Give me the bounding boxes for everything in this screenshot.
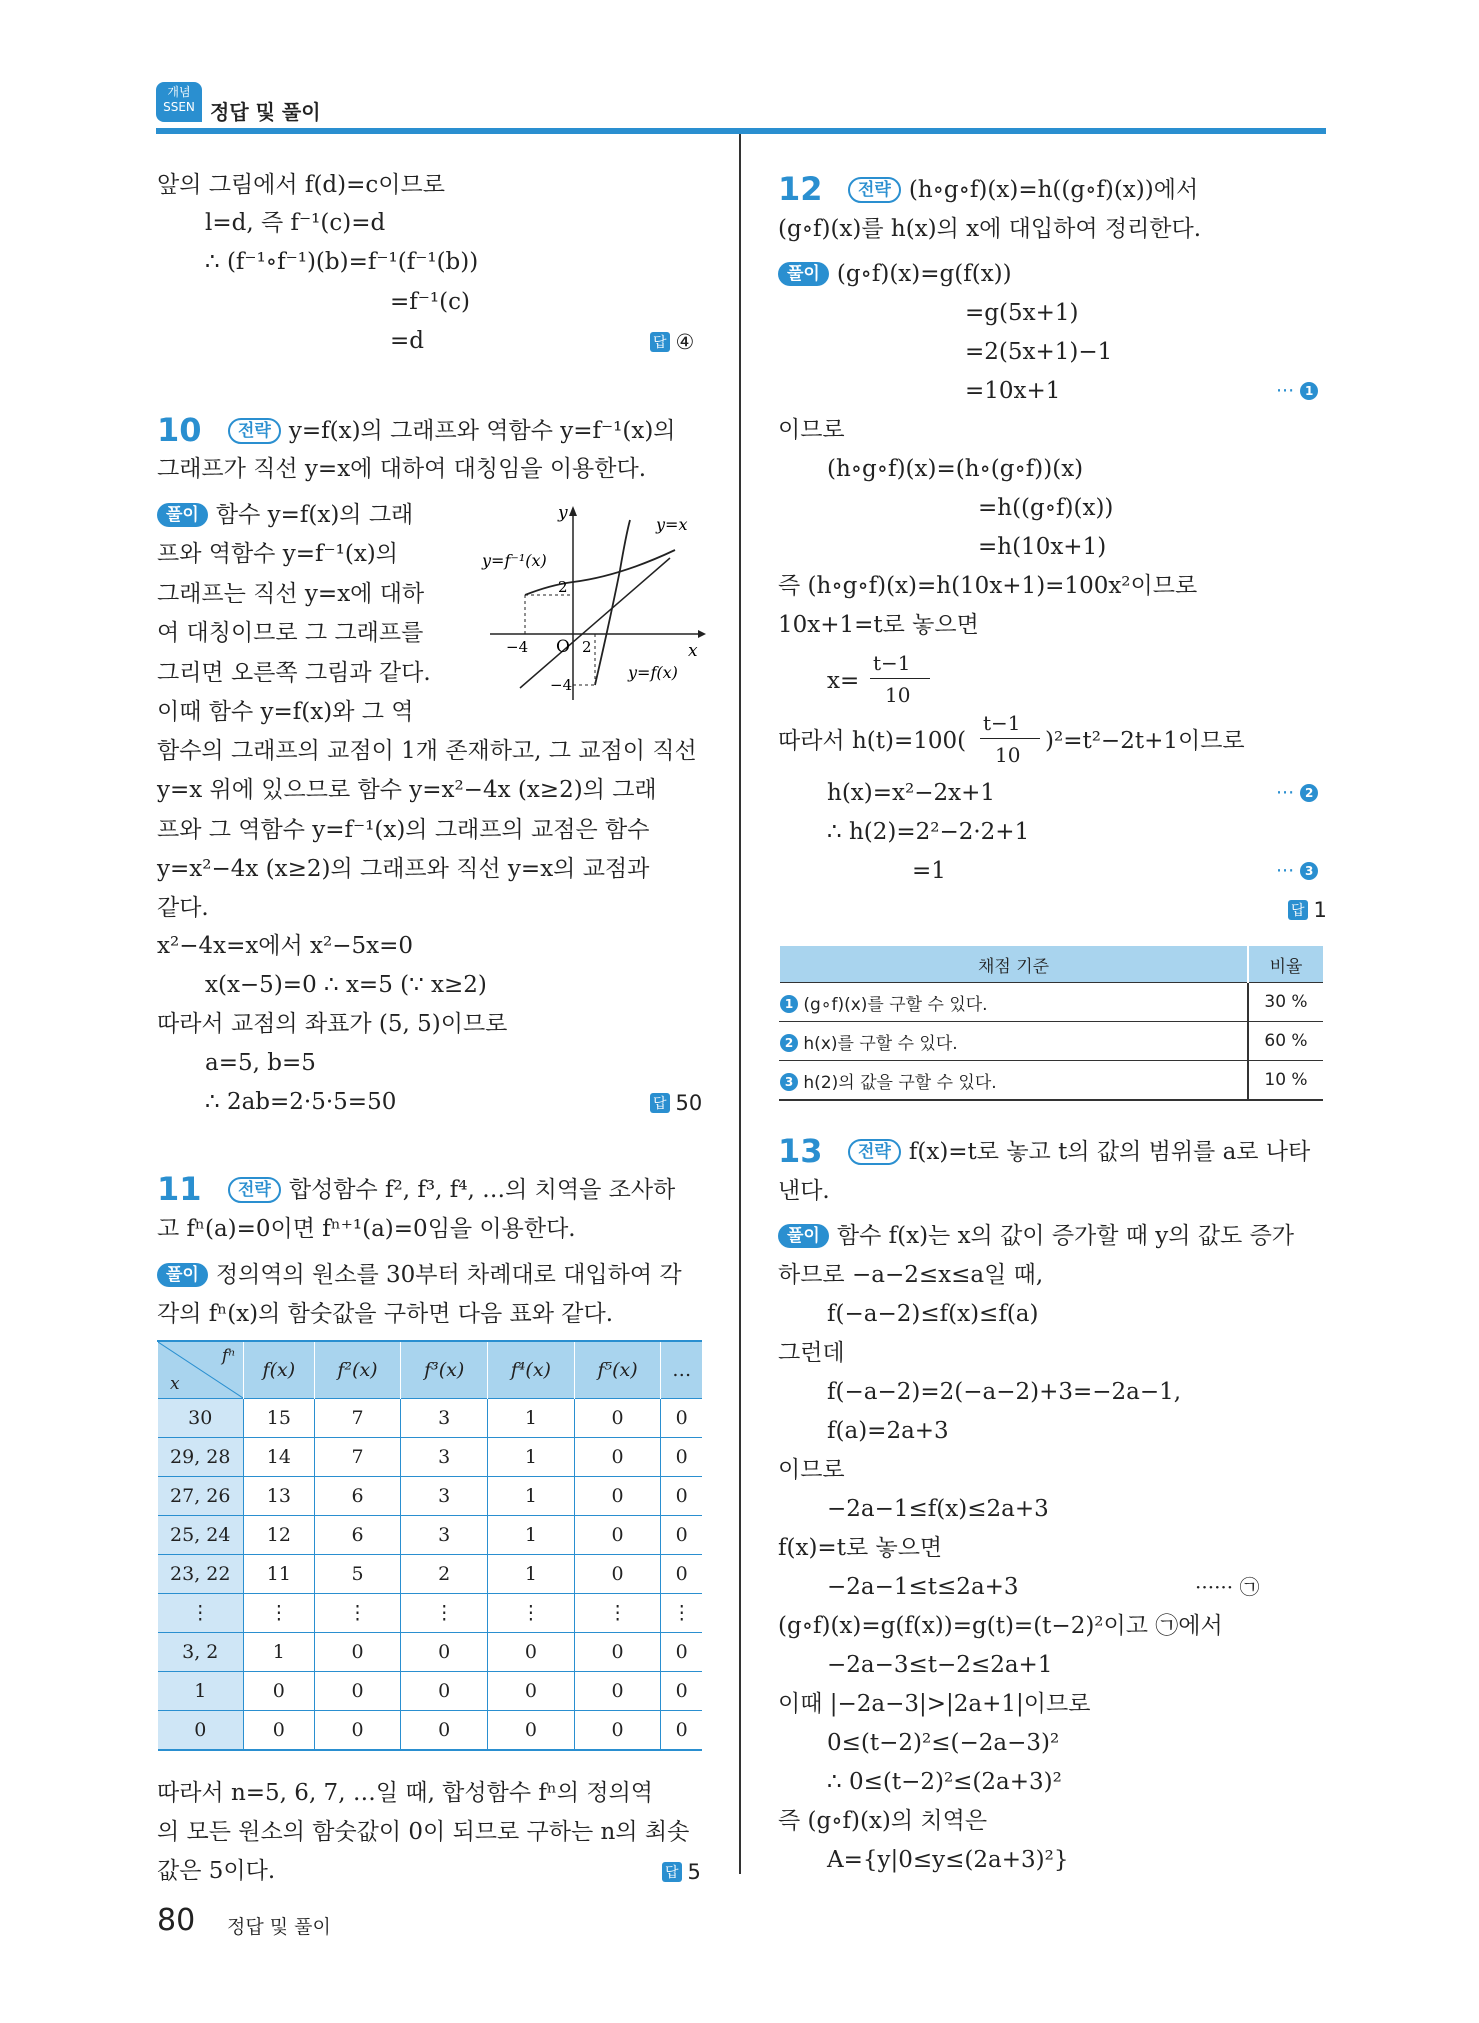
table-cell: ⋮ bbox=[574, 1594, 661, 1633]
grading-header-row bbox=[779, 946, 1323, 983]
row-label-cell: 23, 22 bbox=[158, 1555, 244, 1594]
table-cell: 0 bbox=[661, 1438, 702, 1477]
solution-line bbox=[157, 500, 413, 530]
answer-10 bbox=[650, 1091, 702, 1115]
solution-line: 이때 |−2a−3|>|2a+1|이므로 bbox=[778, 1691, 1091, 1717]
step-mark bbox=[1276, 860, 1318, 882]
fraction-denominator: 10 bbox=[995, 743, 1021, 767]
origin-label: O bbox=[556, 637, 570, 657]
solution-line: =10x+1 bbox=[965, 378, 1061, 404]
answer-icon: 답 bbox=[650, 1093, 670, 1113]
solution-line: y=x²−4x (x≥2)의 그래프와 직선 y=x의 교점과 bbox=[157, 856, 650, 882]
strategy-line bbox=[848, 1137, 1310, 1167]
solution-line: ∴ 0≤(t−2)²≤(2a+3)² bbox=[827, 1769, 1062, 1795]
table-cell: 0 bbox=[401, 1633, 488, 1672]
table-header: f²(x) bbox=[314, 1341, 401, 1399]
solution-line bbox=[157, 1260, 682, 1290]
y-label: y bbox=[558, 503, 568, 523]
line-label: y=x bbox=[656, 515, 688, 534]
solution-line: (g∘f)(x)=g(f(x))=g(t)=(t−2)²이고 ㉠에서 bbox=[778, 1613, 1223, 1639]
cont-line: 앞의 그림에서 f(d)=c이므로 bbox=[157, 172, 445, 198]
table-cell: 1 bbox=[488, 1477, 575, 1516]
composition-table bbox=[157, 1340, 702, 1751]
problem-number: 13 bbox=[778, 1132, 823, 1170]
solution-line: x(x−5)=0 ∴ x=5 (∵ x≥2) bbox=[205, 972, 487, 998]
table-cell: 0 bbox=[661, 1672, 702, 1711]
criterion-text: h(x)를 구할 수 있다. bbox=[803, 1033, 958, 1054]
step-circle: 3 bbox=[780, 1073, 798, 1091]
table-cell: ⋮ bbox=[401, 1594, 488, 1633]
answer-value: ④ bbox=[675, 330, 695, 354]
table-cell: ⋮ bbox=[244, 1594, 315, 1633]
solution-line: )²=t²−2t+1이므로 bbox=[1045, 728, 1245, 754]
row-label-cell: 30 bbox=[158, 1399, 244, 1438]
strategy-line: 그래프가 직선 y=x에 대하여 대칭임을 이용한다. bbox=[157, 456, 647, 482]
solution-tag: 풀이 bbox=[157, 503, 208, 527]
solution-line: 이때 함수 y=f(x)와 그 역 bbox=[157, 699, 414, 725]
table-cell: 0 bbox=[574, 1711, 661, 1751]
row-label-cell: 3, 2 bbox=[158, 1633, 244, 1672]
table-cell: 0 bbox=[661, 1633, 702, 1672]
strategy-text: 합성함수 f², f³, f⁴, …의 치역을 조사하 bbox=[288, 1177, 676, 1203]
problem-number: 11 bbox=[157, 1170, 202, 1208]
column-divider bbox=[739, 134, 741, 1874]
table-cell: 7 bbox=[314, 1438, 401, 1477]
solution-line: a=5, b=5 bbox=[205, 1050, 316, 1076]
solution-line: =h(10x+1) bbox=[978, 534, 1107, 560]
inverse-label: y=f⁻¹(x) bbox=[482, 551, 547, 570]
solution-line: =h((g∘f)(x)) bbox=[978, 495, 1114, 521]
criterion-text: h(2)의 값을 구할 수 있다. bbox=[803, 1072, 997, 1093]
solution-line: ∴ h(2)=2²−2·2+1 bbox=[827, 819, 1030, 845]
grading-ratio: 60 % bbox=[1248, 1022, 1323, 1061]
table-cell: ⋮ bbox=[314, 1594, 401, 1633]
step-circle: 2 bbox=[780, 1034, 798, 1052]
solution-line: 10x+1=t로 놓으면 bbox=[778, 612, 979, 638]
strategy-tag: 전략 bbox=[228, 1177, 281, 1203]
table-cell: 0 bbox=[314, 1633, 401, 1672]
table-row bbox=[158, 1633, 703, 1672]
table-cell: 3 bbox=[401, 1438, 488, 1477]
table-cell: 1 bbox=[488, 1438, 575, 1477]
step-circle: 1 bbox=[780, 995, 798, 1013]
footer-label: 정답 및 풀이 bbox=[227, 1916, 331, 1938]
grading-criterion bbox=[779, 1061, 1248, 1101]
solution-line: =1 bbox=[912, 858, 946, 884]
cont-line: =d bbox=[390, 328, 424, 354]
table-cell: 3 bbox=[401, 1477, 488, 1516]
row-label-cell: 25, 24 bbox=[158, 1516, 244, 1555]
solution-line: y=x 위에 있으므로 함수 y=x²−4x (x≥2)의 그래 bbox=[157, 777, 657, 803]
table-cell: 14 bbox=[244, 1438, 315, 1477]
table-cell: ⋮ bbox=[488, 1594, 575, 1633]
answer-icon: 답 bbox=[662, 1862, 682, 1882]
table-cell: 0 bbox=[574, 1399, 661, 1438]
conclusion-line: 값은 5이다. bbox=[157, 1858, 276, 1884]
table-cell: 0 bbox=[314, 1672, 401, 1711]
table-cell: 0 bbox=[574, 1477, 661, 1516]
x-axis-arrow bbox=[698, 630, 706, 638]
solution-line: A={y|0≤y≤(2a+3)²} bbox=[827, 1847, 1069, 1873]
problem-number: 12 bbox=[778, 170, 823, 208]
row-label-cell: 0 bbox=[158, 1711, 244, 1751]
table-header: … bbox=[661, 1341, 702, 1399]
header-title: 정답 및 풀이 bbox=[210, 100, 321, 124]
solution-line: 같다. bbox=[157, 895, 209, 921]
table-cell: 11 bbox=[244, 1555, 315, 1594]
tick-label: 2 bbox=[582, 638, 592, 656]
strategy-tag: 전략 bbox=[848, 1139, 901, 1165]
strategy-tag: 전략 bbox=[228, 418, 281, 444]
solution-tag: 풀이 bbox=[778, 262, 829, 286]
table-cell: 2 bbox=[401, 1555, 488, 1594]
cont-line: =f⁻¹(c) bbox=[390, 289, 470, 315]
step-circle: 1 bbox=[1300, 382, 1318, 400]
fraction-bar bbox=[870, 678, 930, 679]
solution-line: −2a−1≤f(x)≤2a+3 bbox=[827, 1496, 1049, 1522]
solution-line: 따라서 h(t)=100( bbox=[778, 728, 967, 754]
table-cell: 0 bbox=[244, 1711, 315, 1751]
solution-line: ∴ 2ab=2·5·5=50 bbox=[205, 1089, 397, 1115]
table-header: f(x) bbox=[244, 1341, 315, 1399]
table-cell: 0 bbox=[574, 1633, 661, 1672]
strategy-line bbox=[848, 175, 1198, 205]
solution-line bbox=[778, 1221, 1294, 1251]
table-cell: 0 bbox=[574, 1516, 661, 1555]
strategy-text: y=f(x)의 그래프와 역함수 y=f⁻¹(x)의 bbox=[288, 418, 676, 444]
grading-criterion bbox=[779, 1022, 1248, 1061]
equation-mark: ······ ㉠ bbox=[1195, 1575, 1260, 1599]
corner-top: fⁿ bbox=[221, 1346, 235, 1366]
solution-line: 즉 (g∘f)(x)의 치역은 bbox=[778, 1808, 988, 1834]
solution-text: 정의역의 원소를 30부터 차례대로 대입하여 각 bbox=[215, 1262, 682, 1288]
step-dots: ··· bbox=[1276, 380, 1295, 402]
table-cell: 0 bbox=[574, 1555, 661, 1594]
problem-number: 10 bbox=[157, 411, 202, 449]
table-cell: 0 bbox=[574, 1672, 661, 1711]
table-cell: 0 bbox=[661, 1711, 702, 1751]
table-cell: 6 bbox=[314, 1477, 401, 1516]
strategy-line: 낸다. bbox=[778, 1178, 830, 1204]
table-row bbox=[158, 1711, 703, 1751]
solution-line: 그래프는 직선 y=x에 대하 bbox=[157, 581, 425, 607]
table-header: f⁴(x) bbox=[488, 1341, 575, 1399]
solution-tag: 풀이 bbox=[157, 1263, 208, 1287]
table-cell: 0 bbox=[661, 1555, 702, 1594]
table-cell: 0 bbox=[574, 1438, 661, 1477]
table-cell: 1 bbox=[488, 1516, 575, 1555]
answer-value: 50 bbox=[675, 1091, 703, 1115]
table-cell: 0 bbox=[488, 1672, 575, 1711]
step-dots: ··· bbox=[1276, 860, 1295, 882]
x-label: x bbox=[688, 641, 698, 661]
strategy-line: (g∘f)(x)를 h(x)의 x에 대입하여 정리한다. bbox=[778, 216, 1202, 242]
strategy-line bbox=[228, 1175, 675, 1205]
step-mark bbox=[1276, 380, 1318, 402]
table-row bbox=[158, 1399, 703, 1438]
solution-line: −2a−1≤t≤2a+3 bbox=[827, 1574, 1019, 1600]
solution-line: h(x)=x²−2x+1 bbox=[827, 780, 995, 806]
table-cell: 6 bbox=[314, 1516, 401, 1555]
grading-table bbox=[778, 946, 1323, 1101]
brand-logo: 개념 SSEN bbox=[156, 82, 202, 122]
fraction-numerator: t−1 bbox=[983, 711, 1021, 735]
solution-line: f(a)=2a+3 bbox=[827, 1418, 949, 1444]
grading-ratio: 30 % bbox=[1248, 983, 1323, 1022]
solution-line: 0≤(t−2)²≤(−2a−3)² bbox=[827, 1730, 1060, 1756]
solution-tag: 풀이 bbox=[778, 1224, 829, 1248]
answer-icon: 답 bbox=[650, 332, 670, 352]
solution-line: (h∘g∘f)(x)=(h∘(g∘f))(x) bbox=[827, 456, 1084, 482]
solution-text: (g∘f)(x)=g(f(x)) bbox=[836, 261, 1012, 287]
grading-criterion bbox=[779, 983, 1248, 1022]
table-cell: 1 bbox=[488, 1555, 575, 1594]
cont-line: ∴ (f⁻¹∘f⁻¹)(b)=f⁻¹(f⁻¹(b)) bbox=[205, 249, 479, 275]
table-cell: 1 bbox=[244, 1633, 315, 1672]
table-row bbox=[158, 1594, 703, 1633]
solution-line bbox=[778, 259, 1012, 289]
solution-line: 여 대칭이므로 그 그래프를 bbox=[157, 620, 424, 646]
answer-12 bbox=[1288, 898, 1327, 922]
answer-11 bbox=[662, 1860, 701, 1884]
y-axis-arrow bbox=[569, 506, 577, 516]
solution-line: 이므로 bbox=[778, 417, 845, 443]
header-rule bbox=[156, 128, 1326, 134]
answer-icon: 답 bbox=[1288, 900, 1308, 920]
table-cell: 0 bbox=[661, 1477, 702, 1516]
table-row bbox=[158, 1477, 703, 1516]
fraction-bar bbox=[980, 738, 1040, 739]
table-cell: 0 bbox=[661, 1399, 702, 1438]
grading-ratio: 10 % bbox=[1248, 1061, 1323, 1101]
conclusion-line: 의 모든 원소의 함숫값이 0이 되므로 구하는 n의 최솟 bbox=[157, 1819, 690, 1845]
fraction-denominator: 10 bbox=[885, 683, 911, 707]
answer-value: 1 bbox=[1313, 898, 1327, 922]
cont-line: l=d, 즉 f⁻¹(c)=d bbox=[205, 210, 386, 236]
solution-line: 그리면 오른쪽 그림과 같다. bbox=[157, 660, 431, 686]
table-cell: 0 bbox=[244, 1672, 315, 1711]
fraction-numerator: t−1 bbox=[873, 651, 911, 675]
solution-line: 프와 역함수 y=f⁻¹(x)의 bbox=[157, 541, 398, 567]
table-cell: 0 bbox=[401, 1711, 488, 1751]
table-row bbox=[158, 1516, 703, 1555]
table-cell: 1 bbox=[488, 1399, 575, 1438]
step-mark bbox=[1276, 782, 1318, 804]
answer-9 bbox=[650, 330, 694, 354]
table-row bbox=[158, 1672, 703, 1711]
table-header: f³(x) bbox=[401, 1341, 488, 1399]
strategy-line: 고 fⁿ(a)=0이면 fⁿ⁺¹(a)=0임을 이용한다. bbox=[157, 1216, 576, 1242]
solution-line: 각의 fⁿ(x)의 함숫값을 구하면 다음 표와 같다. bbox=[157, 1301, 614, 1327]
grading-row bbox=[779, 1061, 1323, 1101]
solution-line: f(−a−2)=2(−a−2)+3=−2a−1, bbox=[827, 1379, 1182, 1405]
table-cell: 0 bbox=[488, 1633, 575, 1672]
table-cell: 3 bbox=[401, 1516, 488, 1555]
step-dots: ··· bbox=[1276, 782, 1295, 804]
answer-value: 5 bbox=[687, 1860, 701, 1884]
solution-line: 따라서 교점의 좌표가 (5, 5)이므로 bbox=[157, 1011, 508, 1037]
solution-line: 프와 그 역함수 y=f⁻¹(x)의 그래프의 교점은 함수 bbox=[157, 817, 650, 843]
solution-line: =g(5x+1) bbox=[965, 300, 1079, 326]
table-row bbox=[158, 1555, 703, 1594]
grading-row bbox=[779, 1022, 1323, 1061]
corner-bottom: x bbox=[170, 1374, 180, 1394]
table-header-row bbox=[158, 1341, 703, 1399]
solution-line: 즉 (h∘g∘f)(x)=h(10x+1)=100x²이므로 bbox=[778, 573, 1198, 599]
table-cell: 5 bbox=[314, 1555, 401, 1594]
solution-text: 함수 f(x)는 x의 값이 증가할 때 y의 값도 증가 bbox=[836, 1223, 1295, 1249]
strategy-text: (h∘g∘f)(x)=h((g∘f)(x))에서 bbox=[908, 177, 1199, 203]
table-cell: 12 bbox=[244, 1516, 315, 1555]
row-label-cell: 1 bbox=[158, 1672, 244, 1711]
solution-line: =2(5x+1)−1 bbox=[965, 339, 1113, 365]
table-cell: 0 bbox=[488, 1711, 575, 1751]
grading-header: 채점 기준 bbox=[779, 946, 1248, 983]
solution-line: x= bbox=[827, 668, 860, 694]
table-cell: ⋮ bbox=[661, 1594, 702, 1633]
table-corner bbox=[158, 1341, 244, 1399]
table-cell: 13 bbox=[244, 1477, 315, 1516]
strategy-text: f(x)=t로 놓고 t의 값의 범위를 a로 나타 bbox=[908, 1139, 1311, 1165]
solution-line: 그런데 bbox=[778, 1340, 845, 1366]
row-label-cell: 29, 28 bbox=[158, 1438, 244, 1477]
grading-header: 비율 bbox=[1248, 946, 1323, 983]
table-row bbox=[158, 1438, 703, 1477]
f-curve bbox=[595, 520, 630, 685]
criterion-text: (g∘f)(x)를 구할 수 있다. bbox=[803, 994, 988, 1015]
solution-line: 하므로 −a−2≤x≤a일 때, bbox=[778, 1262, 1044, 1288]
step-circle: 2 bbox=[1300, 784, 1318, 802]
page-number: 80 bbox=[157, 1903, 196, 1938]
solution-line: f(x)=t로 놓으면 bbox=[778, 1535, 943, 1561]
solution-line: f(−a−2)≤f(x)≤f(a) bbox=[827, 1301, 1039, 1327]
table-cell: 15 bbox=[244, 1399, 315, 1438]
table-header: f⁵(x) bbox=[574, 1341, 661, 1399]
tick-label: −4 bbox=[550, 676, 573, 694]
solution-line: 이므로 bbox=[778, 1457, 845, 1483]
row-label-cell: ⋮ bbox=[158, 1594, 244, 1633]
solution-line: x²−4x=x에서 x²−5x=0 bbox=[157, 933, 414, 959]
strategy-line bbox=[228, 416, 676, 446]
step-circle: 3 bbox=[1300, 862, 1318, 880]
graph-figure bbox=[470, 500, 710, 710]
conclusion-line: 따라서 n=5, 6, 7, …일 때, 합성함수 fⁿ의 정의역 bbox=[157, 1780, 654, 1806]
table-cell: 0 bbox=[314, 1711, 401, 1751]
solution-line: −2a−3≤t−2≤2a+1 bbox=[827, 1652, 1053, 1678]
table-cell: 0 bbox=[401, 1672, 488, 1711]
table-cell: 0 bbox=[661, 1516, 702, 1555]
strategy-tag: 전략 bbox=[848, 177, 901, 203]
f-label: y=f(x) bbox=[628, 663, 678, 682]
row-label-cell: 27, 26 bbox=[158, 1477, 244, 1516]
grading-row bbox=[779, 983, 1323, 1022]
solution-line: 함수의 그래프의 교점이 1개 존재하고, 그 교점이 직선 bbox=[157, 738, 697, 764]
solution-text: 함수 y=f(x)의 그래 bbox=[215, 502, 414, 528]
tick-label: −4 bbox=[506, 638, 529, 656]
tick-label: 2 bbox=[558, 578, 568, 596]
table-cell: 7 bbox=[314, 1399, 401, 1438]
table-cell: 3 bbox=[401, 1399, 488, 1438]
